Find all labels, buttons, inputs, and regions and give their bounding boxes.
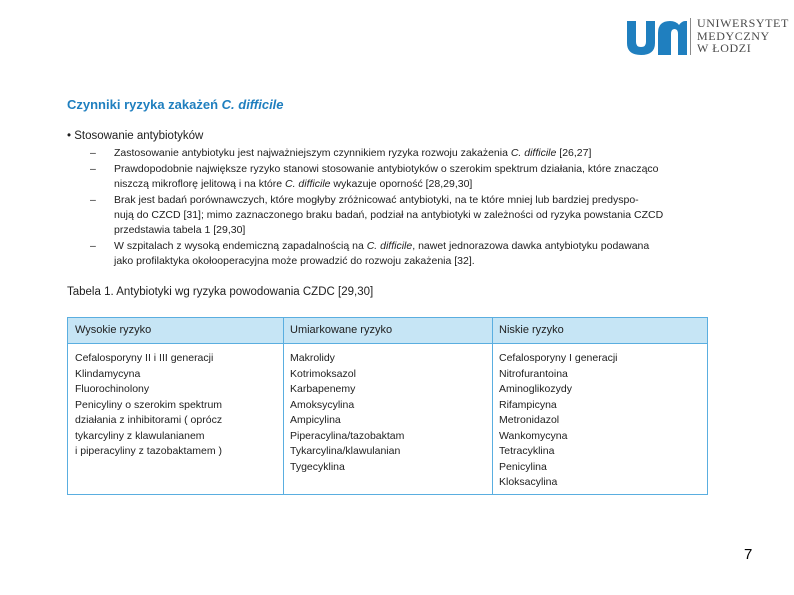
dash-marker: – [90, 147, 96, 159]
bullet-item-line: Prawdopodobnie największe ryzyko stanowi stosowanie antybiotyków o szerokim spektrum działania, które znacząco [114, 163, 659, 175]
italic-term: C. difficile [366, 240, 413, 252]
table-cell-item: Penicyliny o szerokim spektrum [75, 398, 223, 411]
bullet-list [90, 146, 710, 270]
bullet-heading: • Stosowanie antybiotyków [67, 130, 204, 142]
table-cell-item: Kotrimoksazol [290, 367, 356, 380]
dash-marker: – [90, 240, 96, 252]
table-cell-item: Kloksacylina [499, 476, 558, 488]
table-cell-item: Makrolidy [290, 352, 335, 364]
table-cell-item: Tetracyklina [499, 445, 555, 457]
bullet-item [90, 193, 710, 238]
table-cell-item: Piperacylina/tazobaktam [290, 429, 405, 442]
university-name-line: W ŁODZI [697, 41, 752, 55]
bullet-item-line: przedstawia tabela 1 [29,30] [114, 224, 246, 236]
university-name [697, 17, 789, 55]
table-cell-item: Karbapenemy [290, 383, 356, 395]
italic-term: C. difficile [284, 178, 331, 190]
column-header-moderate: Umiarkowane ryzyko [290, 324, 393, 336]
slide-title-text: Czynniki ryzyka zakażeń [67, 97, 222, 112]
table-cell-item: tykarcyliny z klawulanianem [75, 429, 205, 442]
column-divider [492, 318, 493, 494]
table-cell-item: Tygecyklina [290, 460, 345, 473]
bullet-item-line: W szpitalach z wysoką endemiczną zapadalnością na C. difficile, nawet jednorazowa dawka antybiotyku podawana [114, 240, 650, 252]
antibiotics-table [67, 317, 708, 495]
table-cell-item: Tykarcylina/klawulanian [290, 445, 401, 457]
italic-term: C. difficile [510, 147, 557, 159]
university-name-line: UNIWERSYTET [697, 16, 789, 30]
page-number: 7 [744, 546, 753, 563]
table-cell-item: działania z inhibitorami ( oprócz [75, 414, 223, 426]
table-cell-item: Fluorochinolony [75, 383, 150, 395]
column-low-risk [499, 351, 617, 491]
table-cell-item: Amoksycylina [290, 398, 355, 411]
table-caption: Tabela 1. Antybiotyki wg ryzyka powodowania CZDC [29,30] [67, 286, 374, 298]
dash-marker: – [90, 163, 96, 175]
column-header-low: Niskie ryzyko [499, 324, 564, 336]
column-header-high: Wysokie ryzyko [75, 324, 152, 336]
table-cell-item: Klindamycyna [75, 367, 141, 380]
table-cell-item: Aminoglikozydy [499, 383, 572, 395]
university-name-line: MEDYCZNY [697, 28, 770, 43]
slide-title [67, 97, 284, 112]
bullet-item-line: nują do CZCD [31]; mimo zaznaczonego braku badań, podział na antybiotyki w zależności od ryzyka powstania CZCD [114, 209, 664, 221]
table-cell-item: Cefalosporyny II i III generacji [75, 352, 214, 364]
bullet-item-line: jako profilaktyka okołooperacyjna może prowadzić do rozwoju zakażenia [32]. [114, 255, 475, 267]
dash-marker: – [90, 194, 96, 206]
table-cell-item: Rifampicyna [499, 398, 557, 411]
table-cell-item: Cefalosporyny I generacji [499, 352, 618, 364]
table-cell-item: Wankomycyna [499, 429, 568, 442]
bullet-item-line: Zastosowanie antybiotyku jest najważniejszym czynnikiem ryzyka rozwoju zakażenia C. difficile [26,27] [114, 147, 592, 159]
slide-title-italic: C. difficile [221, 97, 284, 112]
column-divider [283, 318, 284, 494]
table-cell-item: Metronidazol [499, 414, 560, 426]
table-cell-item: Penicylina [499, 460, 547, 473]
table-cell-item: Ampicylina [290, 414, 341, 426]
um-logo-mark-icon [625, 21, 687, 55]
bullet-item [90, 146, 710, 161]
table-cell-item: Nitrofurantoina [499, 367, 568, 380]
bullet-item-line: niszczą mikroflorę jelitową i na które C. difficile wykazuje oporność [28,29,30] [114, 178, 473, 190]
bullet-item [90, 162, 710, 192]
column-high-risk [75, 351, 222, 460]
bullet-item-line: Brak jest badań porównawczych, które mogłyby zróżnicować antybiotyki, na te które mniej lub bardziej predyspo- [114, 194, 639, 206]
logo-divider [690, 18, 691, 55]
bullet-item [90, 239, 710, 269]
table-cell-item: i piperacyliny z tazobaktamem ) [75, 445, 223, 457]
column-moderate-risk [290, 351, 404, 475]
